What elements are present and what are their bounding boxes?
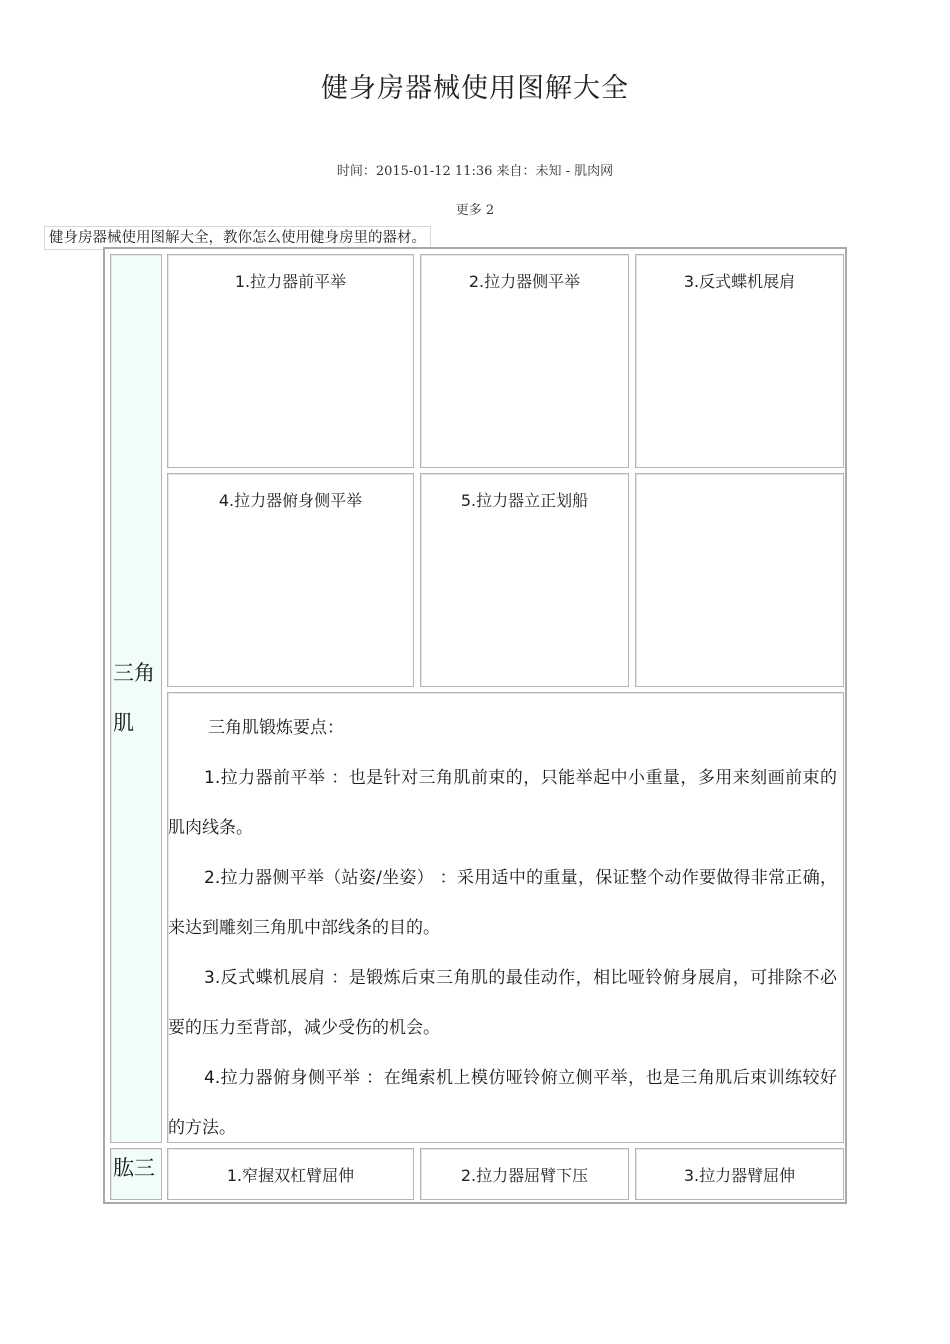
section-name-triceps: 肱三 <box>113 1156 155 1180</box>
exercise-label: 4.拉力器俯身侧平举 <box>218 491 363 510</box>
key-points-heading: 三角肌锻炼要点： <box>208 718 344 738</box>
section-header-deltoid <box>110 254 162 1143</box>
exercise-cell <box>420 473 629 687</box>
exercise-cell <box>420 1148 629 1200</box>
exercise-table <box>103 247 847 1204</box>
key-point: 4.拉力器俯身侧平举 ：在绳索机上模仿哑铃俯立侧平举，也是三角肌后束训练较好的方法。 <box>168 1068 837 1138</box>
exercise-cell <box>635 1148 844 1200</box>
exercise-label: 5.拉力器立正划船 <box>460 491 589 510</box>
exercise-cell <box>635 254 844 468</box>
exercise-label: 1.窄握双杠臂屈伸 <box>226 1166 355 1185</box>
exercise-cell <box>167 1148 414 1200</box>
more-link[interactable]: 更多 2 <box>455 203 495 218</box>
publish-meta: 时间：2015-01-12 11:36 来自：未知 - 肌肉网 <box>336 164 614 179</box>
key-points-cell <box>167 692 844 1143</box>
key-point: 2.拉力器侧平举（站姿/坐姿） ：采用适中的重量，保证整个动作要做得非常正确，来达到雕刻三角肌中部线条的目的。 <box>168 868 837 938</box>
section-header-triceps <box>110 1148 162 1200</box>
exercise-cell <box>167 473 414 687</box>
exercise-cell <box>420 254 629 468</box>
exercise-label: 3.拉力器臂屈伸 <box>683 1166 796 1185</box>
section-name-deltoid: 三角肌 <box>113 661 155 735</box>
exercise-cell <box>167 254 414 468</box>
exercise-label: 2.拉力器屈臂下压 <box>460 1166 589 1185</box>
key-point: 3.反式蝶机展肩 ：是锻炼后束三角肌的最佳动作，相比哑铃俯身展肩，可排除不必要的压力至背部，减少受伤的机会。 <box>168 968 837 1038</box>
exercise-label: 2.拉力器侧平举 <box>468 272 581 291</box>
empty-cell <box>635 473 844 687</box>
exercise-label: 3.反式蝶机展肩 <box>683 272 796 291</box>
page-title: 健身房器械使用图解大全 <box>321 73 629 104</box>
exercise-label: 1.拉力器前平举 <box>234 272 347 291</box>
intro-text: 健身房器械使用图解大全，教你怎么使用健身房里的器材。 <box>44 226 431 250</box>
key-point: 1.拉力器前平举 ：也是针对三角肌前束的，只能举起中小重量，多用来刻画前束的肌肉线条。 <box>168 768 837 838</box>
